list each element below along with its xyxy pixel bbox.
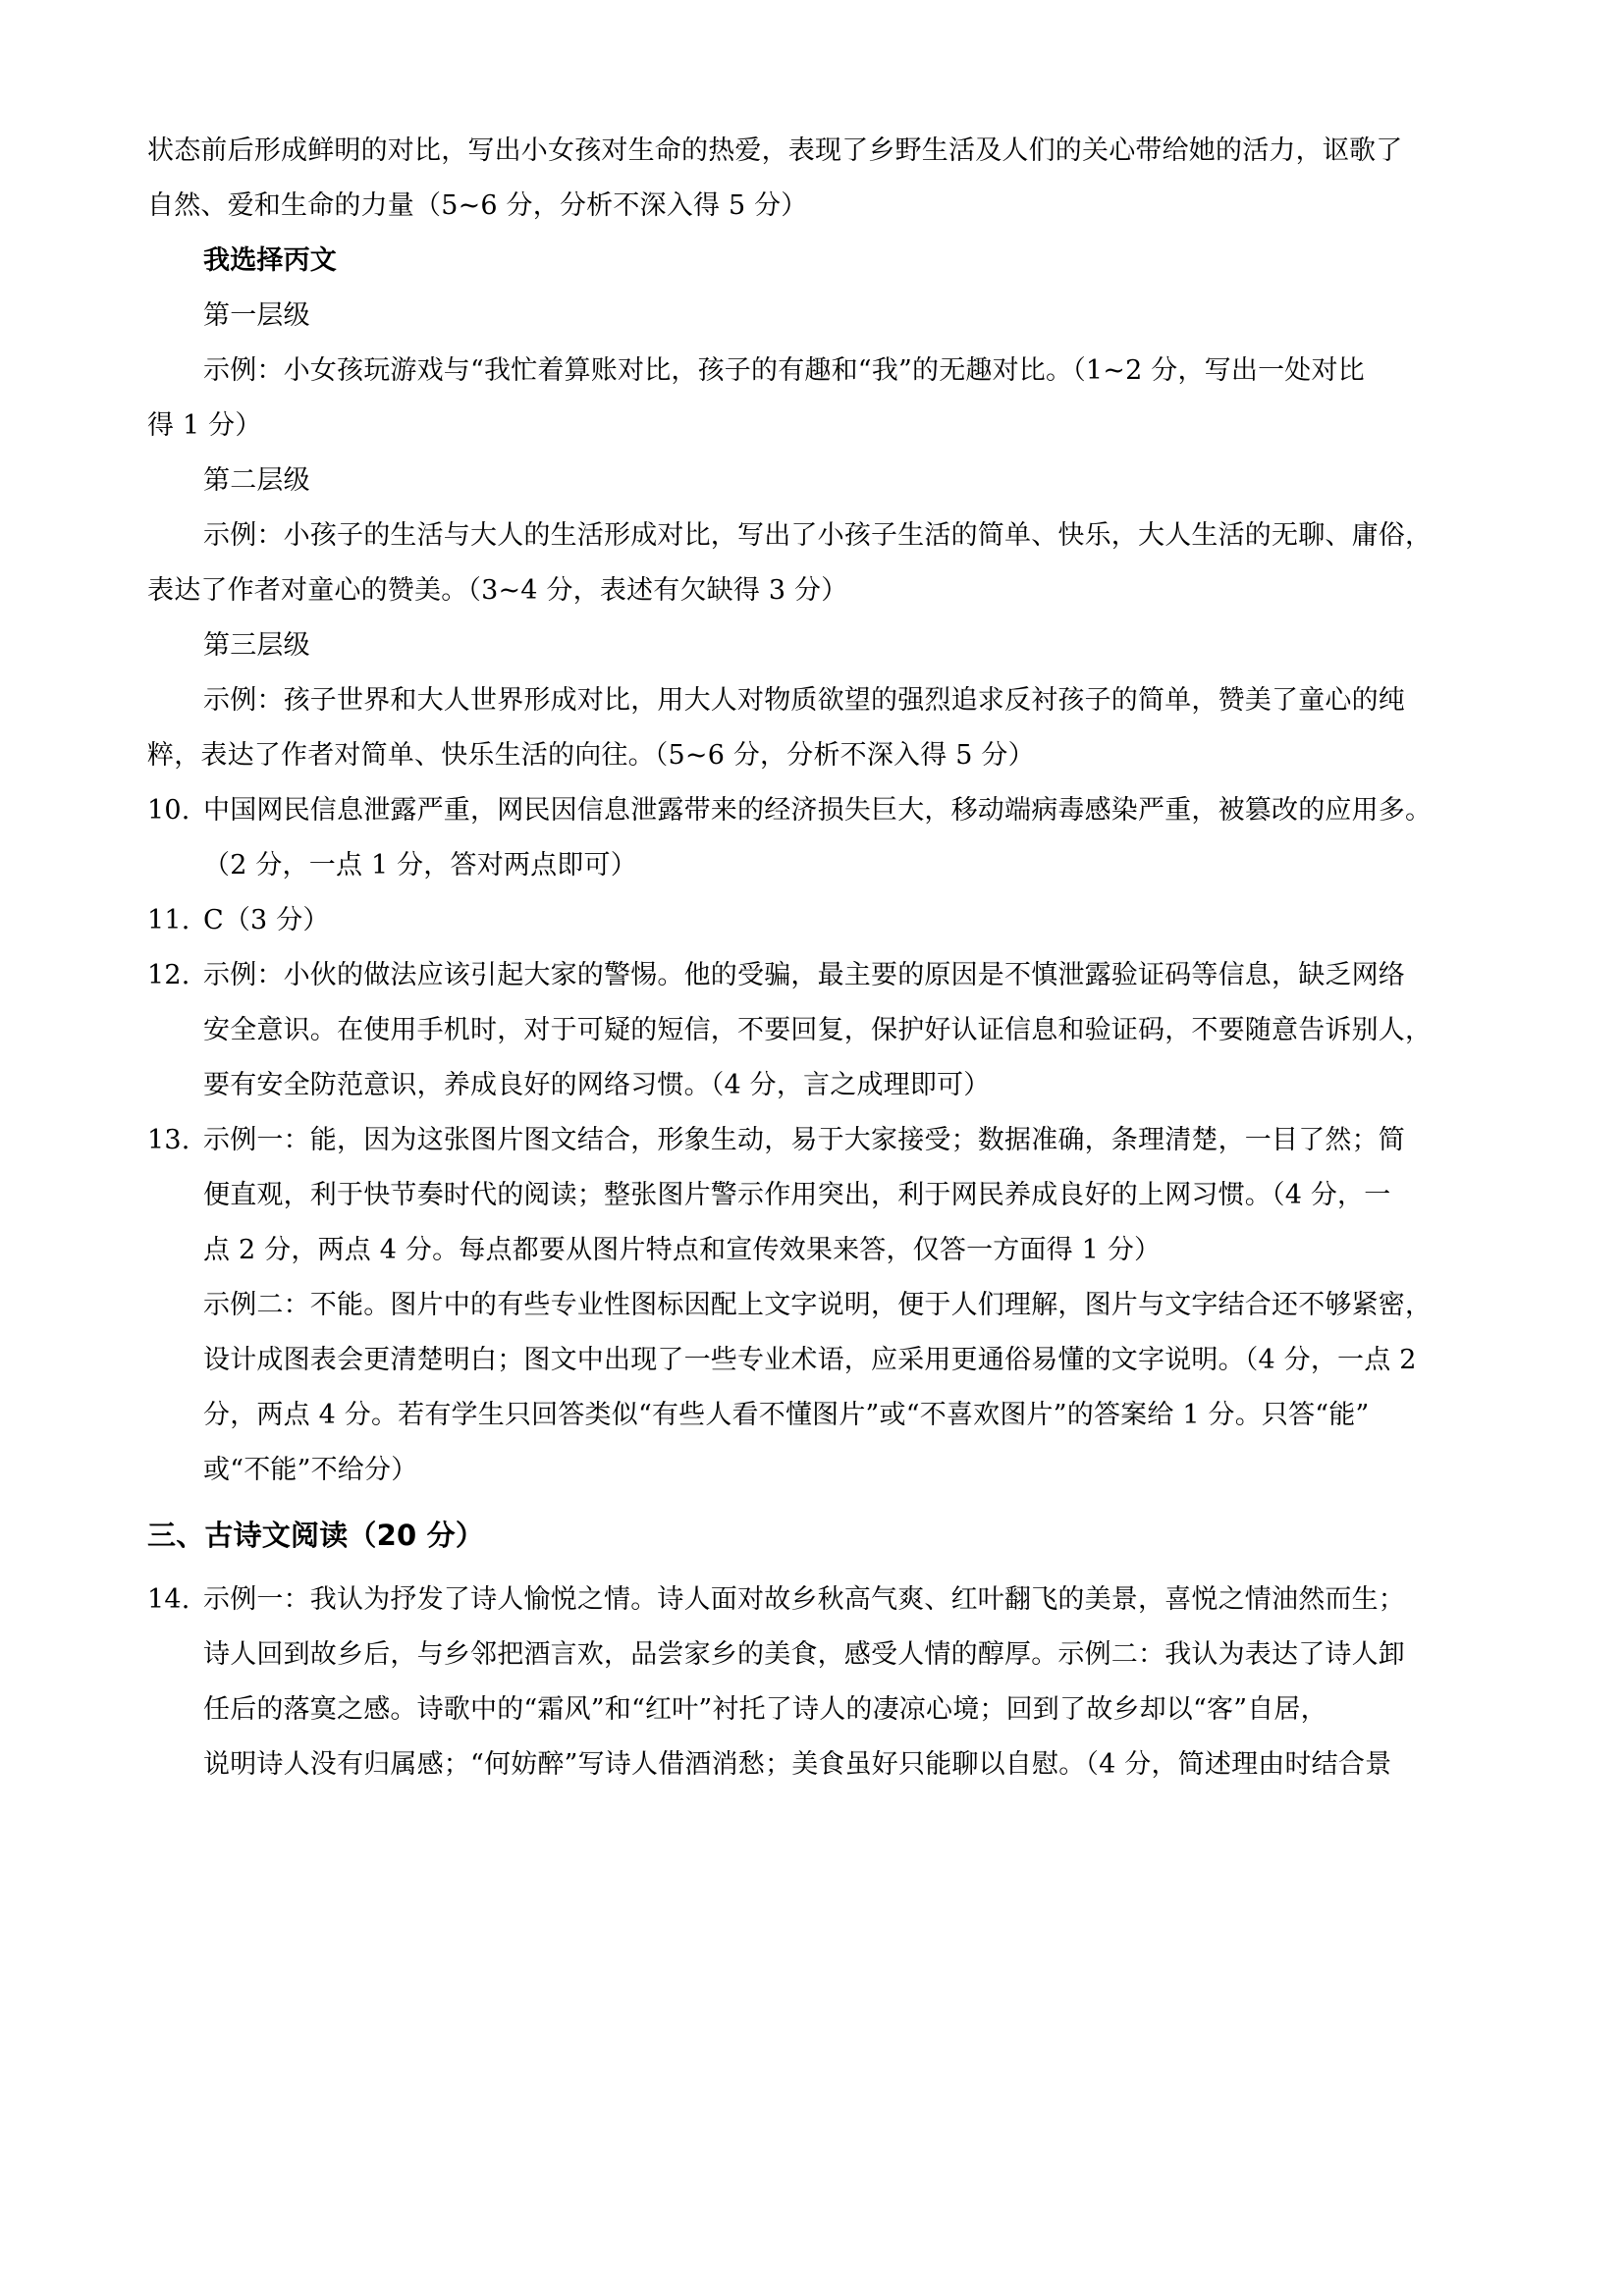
text-line: 自然、爱和生命的力量（5~6 分，分析不深入得 5 分） [147, 190, 808, 221]
answer-14-text: 说明诗人没有归属感；“何妨醉”写诗人借酒消愁；美食虽好只能聊以自慰。（4 分，简述理由时结合景 [203, 1749, 1392, 1780]
question-number-10: 10. [147, 795, 190, 826]
level-heading-1: 第一层级 [203, 300, 310, 331]
answer-13-text: 点 2 分，两点 4 分。每点都要从图片特点和宣传效果来答，仅答一方面得 1 分） [203, 1235, 1162, 1265]
level-heading-2: 第二层级 [203, 465, 310, 496]
question-number-13: 13. [147, 1125, 190, 1155]
answer-13-text: 示例二：不能。图片中的有些专业性图标因配上文字说明，便于人们理解，图片与文字结合还不够紧密， [203, 1290, 1433, 1320]
answer-12-text: 安全意识。在使用手机时，对于可疑的短信，不要回复，保护好认证信息和验证码，不要随意告诉别人， [203, 1015, 1433, 1045]
section-heading-classical-reading: 三、古诗文阅读（20 分） [147, 1519, 485, 1552]
text-line: 示例：小女孩玩游戏与“我忙着算账对比，孩子的有趣和“我”的无趣对比。（1~2 分，写出一处对比 [203, 355, 1365, 386]
text-line: 表达了作者对童心的赞美。（3~4 分，表述有欠缺得 3 分） [147, 575, 848, 606]
answer-12-text: 示例：小伙的做法应该引起大家的警惕。他的受骗，最主要的原因是不慎泄露验证码等信息，缺乏网络 [203, 960, 1405, 990]
answer-14-text: 诗人回到故乡后，与乡邻把酒言欢，品尝家乡的美食，感受人情的醇厚。示例二：我认为表达了诗人卸 [203, 1639, 1405, 1670]
answer-14-text: 任后的落寞之感。诗歌中的“霜风”和“红叶”衬托了诗人的凄凉心境；回到了故乡却以“客”自居， [203, 1694, 1327, 1725]
answer-13-text: 或“不能”不给分） [203, 1455, 418, 1485]
text-line: 粹，表达了作者对简单、快乐生活的向往。（5~6 分，分析不深入得 5 分） [147, 740, 1035, 771]
answer-14-text: 示例一：我认为抒发了诗人愉悦之情。诗人面对故乡秋高气爽、红叶翻飞的美景，喜悦之情油然而生； [203, 1584, 1405, 1615]
answer-12-text: 要有安全防范意识，养成良好的网络习惯。（4 分，言之成理即可） [203, 1070, 991, 1100]
text-line: 得 1 分） [147, 410, 262, 441]
answer-11-text: C（3 分） [203, 905, 330, 935]
answer-13-text: 便直观，利于快节奏时代的阅读；整张图片警示作用突出，利于网民养成良好的上网习惯。（4 分，一 [203, 1180, 1391, 1210]
question-number-12: 12. [147, 960, 190, 990]
question-number-14: 14. [147, 1584, 190, 1615]
answer-13-text: 设计成图表会更清楚明白；图文中出现了一些专业术语，应采用更通俗易懂的文字说明。（4 分，一点 2 [203, 1345, 1417, 1375]
subheading-choice-c: 我选择丙文 [203, 245, 337, 276]
text-line: 示例：小孩子的生活与大人的生活形成对比，写出了小孩子生活的简单、快乐，大人生活的无聊、庸俗， [203, 520, 1433, 551]
answer-13-text: 示例一：能，因为这张图片图文结合，形象生动，易于大家接受；数据准确，条理清楚，一目了然；简 [203, 1125, 1405, 1155]
text-line: 状态前后形成鲜明的对比，写出小女孩对生命的热爱，表现了乡野生活及人们的关心带给她的活力，讴歌了 [147, 135, 1403, 166]
answer-10-text: （2 分，一点 1 分，答对两点即可） [203, 850, 637, 881]
answer-10-text: 中国网民信息泄露严重，网民因信息泄露带来的经济损失巨大，移动端病毒感染严重，被篡改的应用多。 [203, 795, 1433, 826]
text-line: 示例：孩子世界和大人世界形成对比，用大人对物质欲望的强烈追求反衬孩子的简单，赞美了童心的纯 [203, 685, 1405, 716]
answer-13-text: 分，两点 4 分。若有学生只回答类似“有些人看不懂图片”或“不喜欢图片”的答案给 1 分。只答“能” [203, 1400, 1370, 1430]
level-heading-3: 第三层级 [203, 630, 310, 661]
question-number-11: 11. [147, 905, 190, 935]
